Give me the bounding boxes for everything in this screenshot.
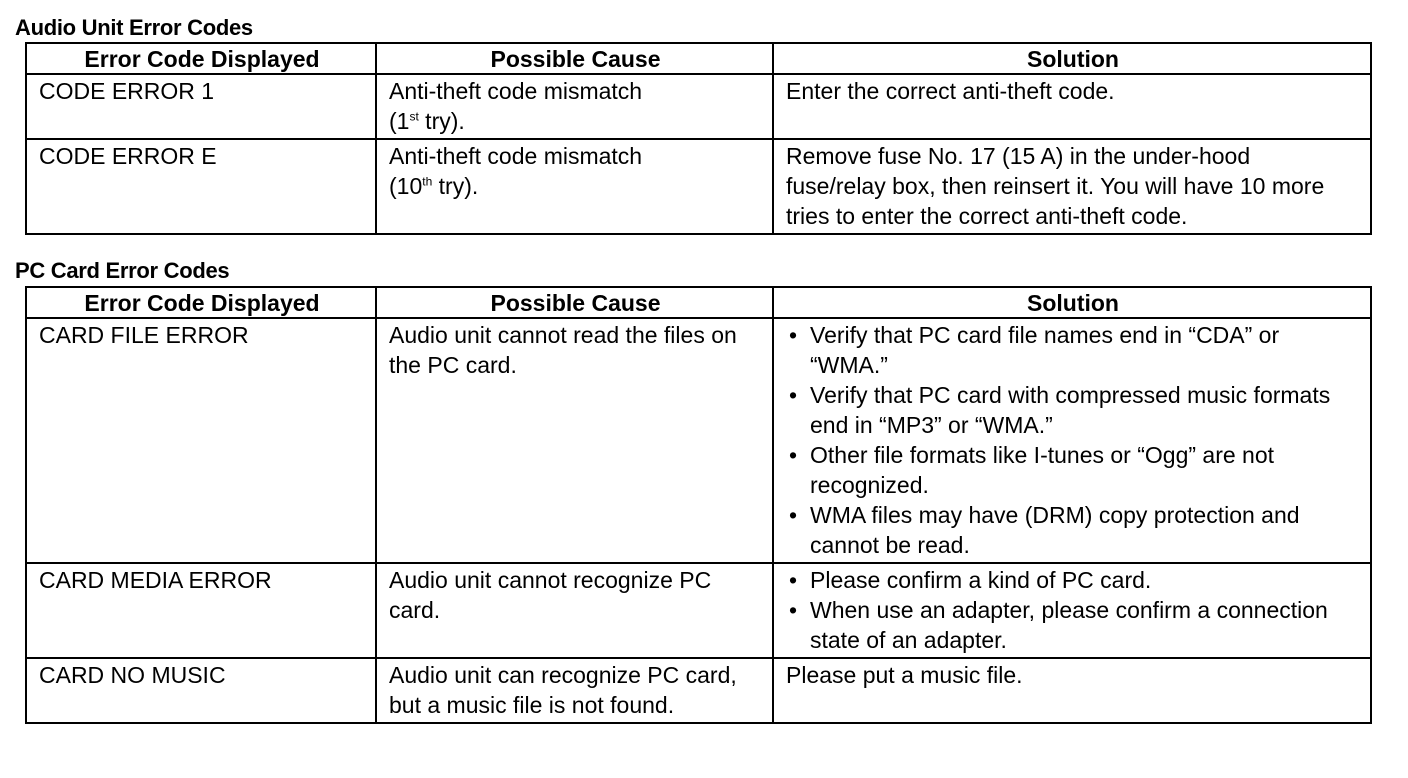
cause-try-line bbox=[389, 106, 762, 136]
list-item bbox=[786, 380, 1360, 440]
error-code-cell: CODE ERROR 1 bbox=[26, 74, 376, 139]
header-possible-cause: Possible Cause bbox=[376, 287, 773, 318]
list-item bbox=[786, 440, 1360, 500]
error-code-cell: CODE ERROR E bbox=[26, 139, 376, 234]
cause-cell: Audio unit cannot recognize PC card. bbox=[376, 563, 773, 658]
cause-try-prefix: (10 bbox=[389, 173, 423, 199]
solution-text: WMA files may have (DRM) copy protection and cannot be read. bbox=[810, 502, 1300, 558]
header-solution: Solution bbox=[773, 43, 1371, 74]
cause-line: Anti-theft code mismatch bbox=[389, 78, 643, 104]
error-code-cell: CARD MEDIA ERROR bbox=[26, 563, 376, 658]
table-row bbox=[26, 563, 1371, 658]
solution-text: Other file formats like I-tunes or “Ogg” are not recognized. bbox=[810, 442, 1275, 498]
cause-try-ordinal: th bbox=[422, 174, 433, 189]
solution-text: Please confirm a kind of PC card. bbox=[810, 567, 1152, 593]
cause-try-suffix: try). bbox=[432, 173, 479, 199]
bullet-icon: • bbox=[789, 597, 798, 623]
cause-cell: Audio unit cannot read the files on the PC card. bbox=[376, 318, 773, 563]
solution-cell: Please put a music file. bbox=[773, 658, 1371, 723]
solution-list bbox=[786, 565, 1360, 655]
cause-try-suffix: try). bbox=[418, 108, 465, 134]
cause-cell: Audio unit can recognize PC card, but a music file is not found. bbox=[376, 658, 773, 723]
table-row bbox=[26, 318, 1371, 563]
solution-text: Verify that PC card with compressed music formats end in “MP3” or “WMA.” bbox=[810, 382, 1331, 438]
table-row bbox=[26, 139, 1371, 234]
cause-try-ordinal: st bbox=[409, 109, 419, 124]
bullet-icon: • bbox=[789, 442, 798, 468]
error-code-cell: CARD FILE ERROR bbox=[26, 318, 376, 563]
audio-error-table bbox=[25, 42, 1372, 235]
bullet-icon: • bbox=[789, 322, 798, 348]
solution-cell: Enter the correct anti-theft code. bbox=[773, 74, 1371, 139]
cause-try-prefix: (1 bbox=[389, 108, 410, 134]
cause-cell bbox=[376, 74, 773, 139]
table-row bbox=[26, 658, 1371, 723]
solution-text: Verify that PC card file names end in “CDA” or “WMA.” bbox=[810, 322, 1280, 378]
cause-try-line bbox=[389, 171, 762, 201]
bullet-icon: • bbox=[789, 382, 798, 408]
header-possible-cause: Possible Cause bbox=[376, 43, 773, 74]
solution-text: When use an adapter, please confirm a connection state of an adapter. bbox=[810, 597, 1328, 653]
table-header-row bbox=[26, 43, 1371, 74]
audio-section-title: Audio Unit Error Codes bbox=[15, 15, 253, 40]
header-error-code: Error Code Displayed bbox=[26, 43, 376, 74]
solution-cell bbox=[773, 318, 1371, 563]
solution-list bbox=[786, 320, 1360, 560]
list-item bbox=[786, 500, 1360, 560]
bullet-icon: • bbox=[789, 502, 798, 528]
list-item bbox=[786, 320, 1360, 380]
error-code-cell: CARD NO MUSIC bbox=[26, 658, 376, 723]
pc-section-title: PC Card Error Codes bbox=[15, 258, 230, 283]
bullet-icon: • bbox=[789, 567, 798, 593]
cause-cell bbox=[376, 139, 773, 234]
list-item bbox=[786, 565, 1360, 595]
table-row bbox=[26, 74, 1371, 139]
solution-cell bbox=[773, 563, 1371, 658]
header-solution: Solution bbox=[773, 287, 1371, 318]
header-error-code: Error Code Displayed bbox=[26, 287, 376, 318]
solution-cell: Remove fuse No. 17 (15 A) in the under-hood fuse/relay box, then reinsert it. You will have 10 more tries to enter the correct anti-theft code. bbox=[773, 139, 1371, 234]
cause-line: Anti-theft code mismatch bbox=[389, 143, 643, 169]
list-item bbox=[786, 595, 1360, 655]
table-header-row bbox=[26, 287, 1371, 318]
pc-card-error-table bbox=[25, 286, 1372, 724]
